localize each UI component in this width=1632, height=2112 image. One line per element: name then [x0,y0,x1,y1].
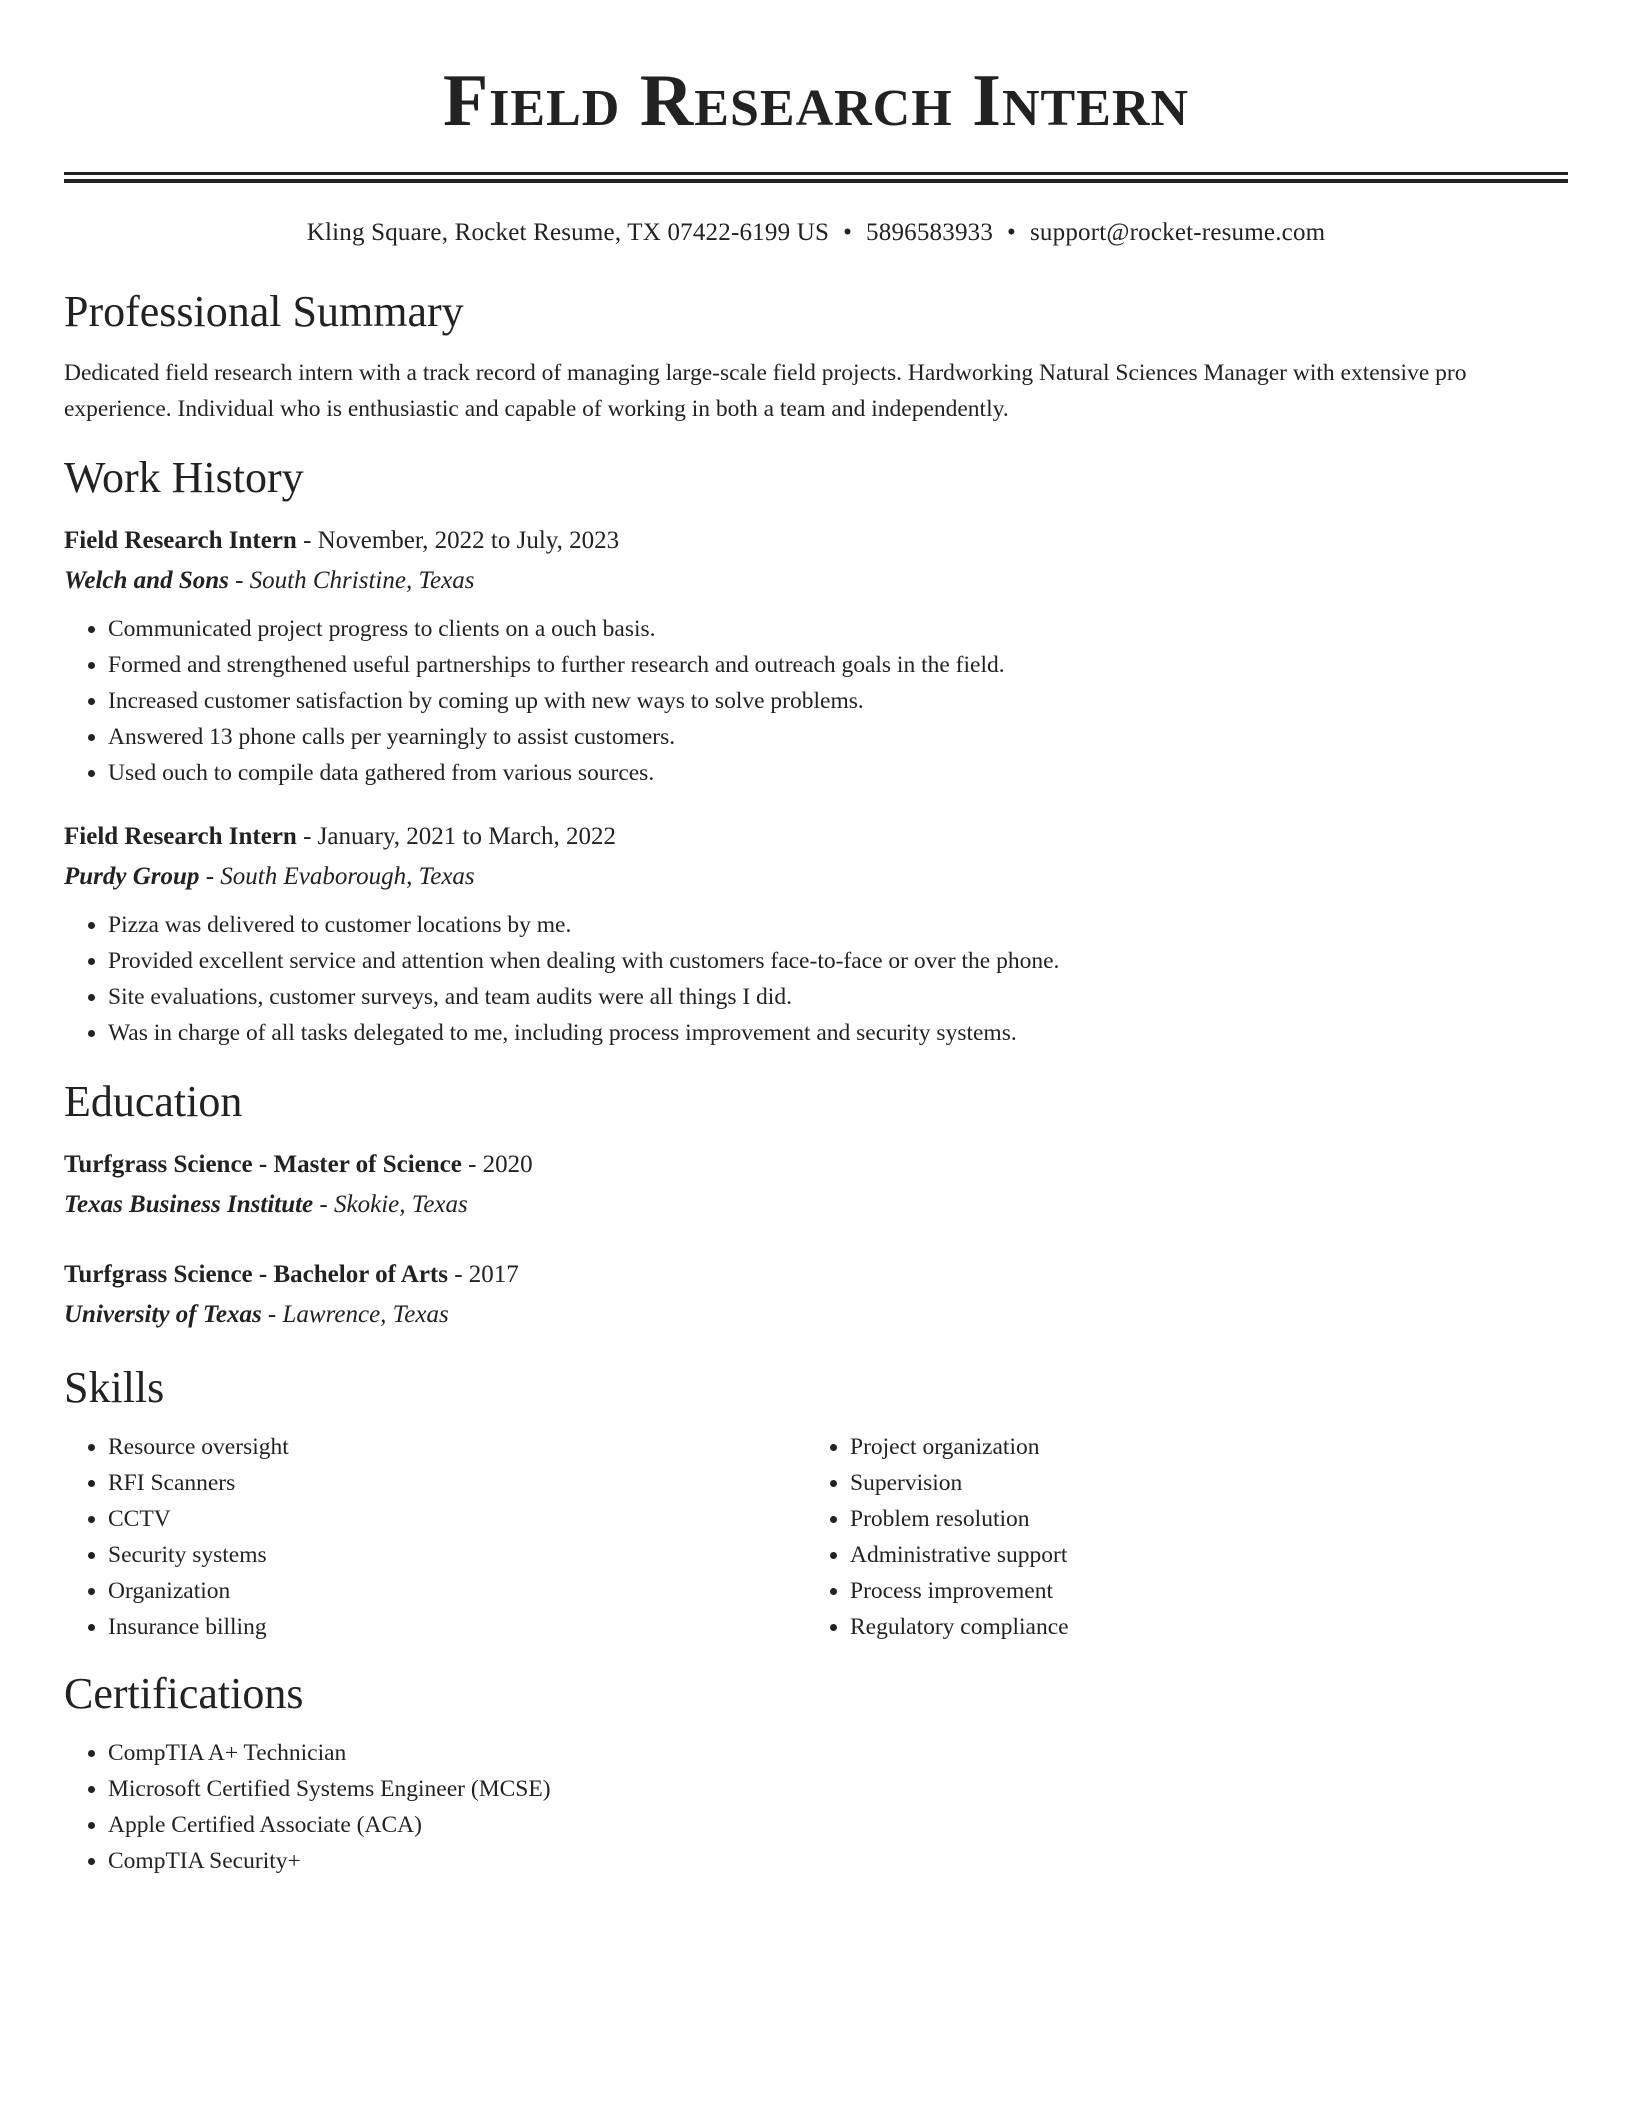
job-bullet: • Communicated project progress to clients on a ouch basis. [108,611,1568,647]
skills-column-left [64,1429,806,1645]
job-location: - South Evaborough, Texas [199,863,475,890]
job-role: Field Research Intern [64,823,297,850]
contact-phone: 5896583933 [866,219,994,246]
contact-separator: • [843,219,853,246]
summary-line: experience. Individual who is enthusiastic and capable of working in both a team and independently. [64,396,1009,422]
skills-columns [64,1429,1568,1645]
job-entry [64,817,1568,1051]
degree-line [64,1255,1568,1295]
education-entry [64,1255,1568,1335]
contact-address: Kling Square, Rocket Resume, TX 07422-6199 US [306,219,830,246]
skill-item: • Process improvement [850,1573,1548,1609]
certification-item: • CompTIA Security+ [108,1843,1568,1879]
school-name: University of Texas [64,1301,262,1328]
degree-line [64,1145,1568,1185]
skill-item: • Supervision [850,1465,1548,1501]
contact-line [64,217,1568,249]
job-company: Welch and Sons [64,567,229,594]
work-history-heading: Work History [64,453,304,502]
degree-name: Turfgrass Science - Bachelor of Arts [64,1261,448,1288]
skill-item: • Security systems [108,1537,806,1573]
skills-list [806,1429,1548,1645]
job-bullet: • Was in charge of all tasks delegated to me, including process improvement and security systems. [108,1015,1568,1051]
summary-line: Dedicated field research intern with a track record of managing large-scale field projects. Hardworking Natural Sciences Manager with extensive pro [64,360,1467,386]
job-company-line [64,857,1568,897]
certification-item: • Apple Certified Associate (ACA) [108,1807,1568,1843]
skill-item: • Insurance billing [108,1609,806,1645]
contact-separator: • [1007,219,1016,246]
skill-item: • Project organization [850,1429,1548,1465]
certifications-heading: Certifications [64,1669,304,1718]
school-location: - Lawrence, Texas [261,1301,449,1328]
job-bullet: • Used ouch to compile data gathered from various sources. [108,755,1568,791]
job-entry [64,521,1568,791]
job-bullet: • Site evaluations, customer surveys, and team audits were all things I did. [108,979,1568,1015]
job-location: - South Christine, Texas [228,567,475,594]
skills-list [64,1429,806,1645]
job-bullet: • Increased customer satisfaction by coming up with new ways to solve problems. [108,683,1568,719]
school-line [64,1295,1568,1335]
resume-name: Field Research Intern [442,60,1189,142]
job-bullets [64,907,1568,1051]
skill-item: • Regulatory compliance [850,1609,1548,1645]
job-bullet: • Pizza was delivered to customer locations by me. [108,907,1568,943]
job-bullets [64,611,1568,791]
job-bullet: • Formed and strengthened useful partnerships to further research and outreach goals in the field. [108,647,1568,683]
skills-column-right [806,1429,1548,1645]
contact-email: support@rocket-resume.com [1030,219,1326,246]
summary-text [64,355,1568,427]
job-company: Purdy Group [64,863,200,890]
certification-item: • Microsoft Certified Systems Engineer (MCSE) [108,1771,1568,1807]
skill-item: • RFI Scanners [108,1465,806,1501]
job-dates: - January, 2021 to March, 2022 [296,823,616,850]
skill-item: • Organization [108,1573,806,1609]
degree-year: - 2017 [447,1261,519,1288]
certification-item: • CompTIA A+ Technician [108,1735,1568,1771]
job-bullet: • Answered 13 phone calls per yearningly to assist customers. [108,719,1568,755]
skill-item: • Problem resolution [850,1501,1548,1537]
skill-item: • Administrative support [850,1537,1548,1573]
job-company-line [64,561,1568,601]
job-dates: - November, 2022 to July, 2023 [296,527,620,554]
summary-heading: Professional Summary [64,287,464,336]
header-divider [64,172,1568,183]
certifications-list [64,1735,1568,1879]
job-title-line [64,817,1568,857]
job-role: Field Research Intern [64,527,297,554]
degree-year: - 2020 [461,1151,533,1178]
skills-heading: Skills [64,1363,165,1412]
job-bullet: • Provided excellent service and attention when dealing with customers face-to-face or over the phone. [108,943,1568,979]
school-line [64,1185,1568,1225]
degree-name: Turfgrass Science - Master of Science [64,1151,462,1178]
education-entry [64,1145,1568,1225]
education-heading: Education [64,1077,243,1126]
skill-item: • Resource oversight [108,1429,806,1465]
job-title-line [64,521,1568,561]
skill-item: • CCTV [108,1501,806,1537]
school-name: Texas Business Institute [64,1191,314,1218]
school-location: - Skokie, Texas [313,1191,468,1218]
